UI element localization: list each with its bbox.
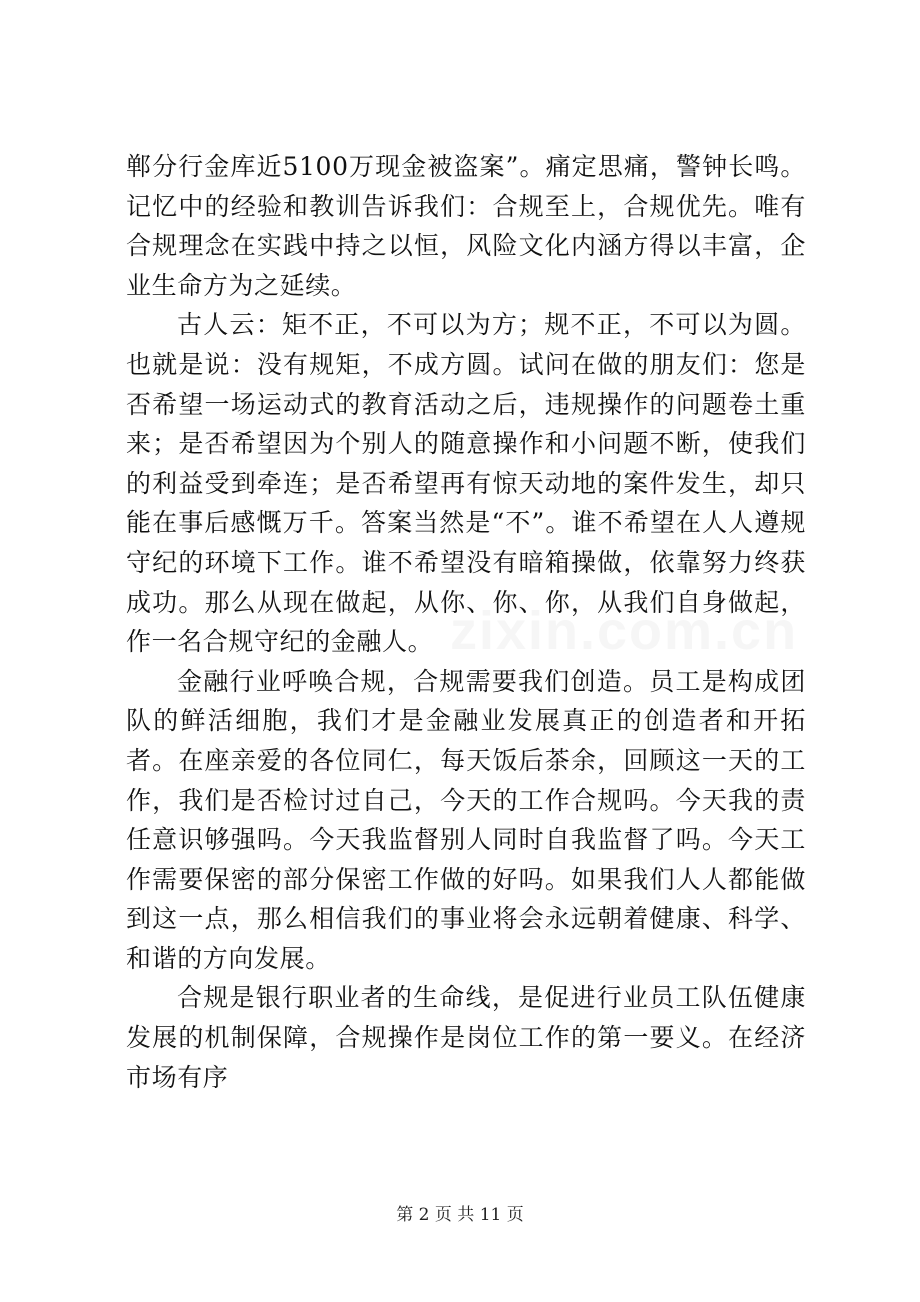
- watermark: zixin.com.cn: [450, 601, 799, 661]
- paragraph-1: 郸分行金库近5100万现金被盗案”。痛定思痛，警钟长鸣。记忆中的经验和教训告诉我们：合规至上，合规优先。唯有合规理念在实践中持之以恒，风险文化内涵方得以丰富，企业生命方为之延续。: [126, 152, 806, 300]
- paragraph-2: 古人云：矩不正，不可以为方；规不正，不可以为圆。也就是说：没有规矩，不成方圆。试问在做的朋友们：您是否希望一场运动式的教育活动之后，违规操作的问题卷土重来；是否希望因为个别人的随意操作和小问题不断，使我们的利益受到牵连；是否希望再有惊天动地的案件发生，却只能在事后感慨万千。答案当然是“不”。谁不希望在人人遵规守纪的环境下工作。谁不希望没有暗箱操做，依靠努力终获成功。那么从现在做起，从你、你、你，从我们自身做起，作一名合规守纪的金融人。: [126, 310, 806, 657]
- page-footer: 第 2 页 共 11 页: [396, 1205, 524, 1225]
- paragraph-4: 合规是银行职业者的生命线，是促进行业员工队伍健康发展的机制保障，合规操作是岗位工作的第一要义。在经济市场有序: [126, 983, 806, 1092]
- paragraph-3: 金融行业呼唤合规，合规需要我们创造。员工是构成团队的鲜活细胞，我们才是金融业发展真正的创造者和开拓者。在座亲爱的各位同仁，每天饭后茶余，回顾这一天的工作，我们是否检讨过自己，今天的工作合规吗。今天我的责任意识够强吗。今天我监督别人同时自我监督了吗。今天工作需要保密的部分保密工作做的好吗。如果我们人人都能做到这一点，那么相信我们的事业将会永远朝着健康、科学、和谐的方向发展。: [126, 666, 806, 973]
